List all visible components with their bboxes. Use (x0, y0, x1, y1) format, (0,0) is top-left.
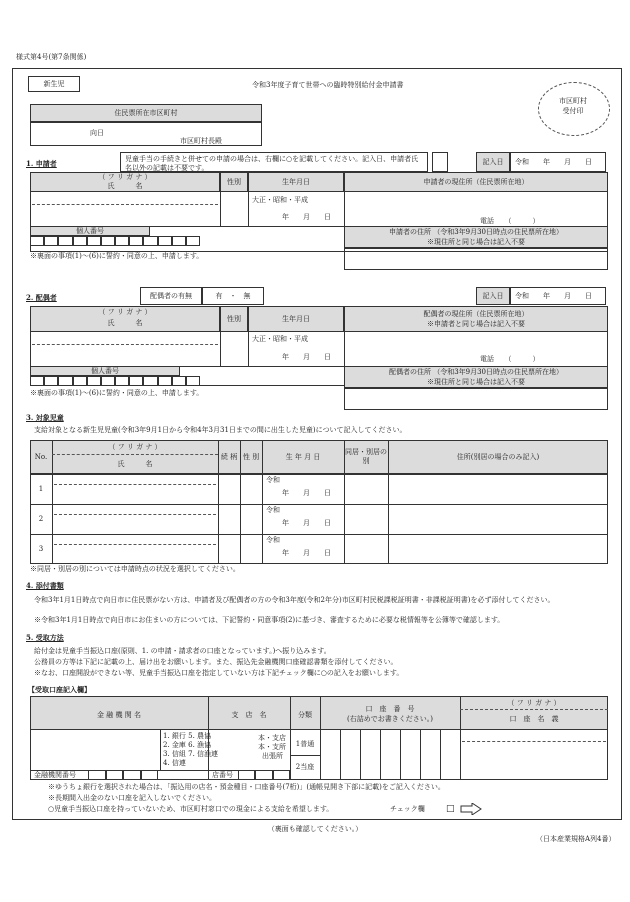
children-col-sex: 性 別 (242, 453, 260, 461)
bank-note-3: ○児童手当振込口座を持っていないため、市区町村窓口での現金による支給を希望します。 (48, 805, 334, 813)
receipt-text-1: 給付金は児童手当振込口座(原則、1. の申請・請求者の口座となっています。)へ振り込みます。 (34, 647, 331, 655)
children-note: ※同居・別居の別については申請時点の状況を選択してください。 (30, 565, 240, 573)
account-number-cells[interactable] (320, 730, 460, 780)
spouse-address-label: 配偶者の現住所（住民票所在地） (423, 310, 529, 318)
arrow-right-icon (460, 803, 482, 815)
form-number: 様式第4号(第7条関係) (16, 53, 87, 61)
applicant-address-header: 申請者の現住所（住民票所在地） (344, 172, 608, 192)
child-row-2-era: 令和 (266, 506, 280, 514)
bank-cat-current[interactable]: 2当座 (295, 763, 315, 771)
bank-col-account-no: 口 座 番 号 (365, 705, 415, 713)
branch-type-1[interactable]: 本・支店 (258, 734, 286, 742)
branch-type-3[interactable]: 出張所 (262, 752, 283, 760)
spouse-presence-options[interactable]: 有 ・ 無 (202, 287, 264, 305)
receipt-heading: 5. 受取方法 (26, 633, 64, 642)
spouse-birth-ymd: 年 月 日 (282, 353, 331, 361)
child-row-1-ymd: 年 月 日 (282, 489, 331, 497)
bank-col-institution: 金 融 機 関 名 (97, 711, 141, 719)
child-row-3-no: 3 (38, 545, 44, 553)
stamp-line-2: 受付印 (562, 107, 584, 115)
applicant-birth-ymd: 年 月 日 (282, 213, 331, 221)
branch-code-cells[interactable] (238, 770, 290, 780)
child-row-2-no: 2 (38, 515, 44, 523)
child-row-3-era: 令和 (266, 536, 280, 544)
stamp-line-1: 市区町村 (559, 97, 587, 105)
spouse-mynumber-label: 個人番号 (30, 366, 180, 376)
spouse-address2-label: 配偶者の住所 （令和3年9月30日時点の住民票所在地） (388, 368, 564, 376)
mayor-label: 市区町村長殿 (180, 137, 222, 145)
spouse-mynumber-cells[interactable] (30, 376, 200, 386)
applicant-mynumber-cells[interactable] (30, 236, 200, 246)
applicant-name-label: 氏 名 (107, 182, 143, 190)
account-holder-field[interactable] (460, 730, 608, 780)
children-col-cohabit: 同居・別居の別 (345, 448, 387, 465)
bank-code-label: 金融機関番号 (34, 771, 76, 779)
applicant-mynumber-label: 個人番号 (30, 226, 150, 236)
applicant-note: 児童手当の手続きと併せての申請の場合は、右欄に○を記載してください。記入日、申請者氏名以外の記載は不要です。 (120, 152, 428, 172)
bank-note-2: ※長期間入出金のない口座を記入しないでください。 (48, 794, 216, 802)
municipality-to: 向日 (90, 129, 104, 137)
newborn-tag: 新生児 (28, 76, 80, 92)
bank-col-holder: 口 座 名 義 (509, 715, 559, 723)
spouse-heading: 2. 配偶者 (26, 293, 57, 302)
bank-note-1: ※ゆうちょ銀行を選択された場合は、「振込用の店名・預金種目・口座番号(7桁)」(通帳見開き下部に記載)をご記入ください。 (48, 783, 445, 791)
applicant-address2-field[interactable] (344, 248, 608, 270)
spouse-date-field[interactable]: 令和 年 月 日 (510, 287, 606, 305)
applicant-address2-label: 申請者の住所 （令和3年9月30日時点の住民票所在地） (388, 228, 564, 236)
applicant-sex-header: 性別 (220, 172, 248, 192)
bank-type-2[interactable]: 2. 金庫 6. 漁協 (163, 741, 212, 749)
applicant-date-label: 記入日 (476, 152, 510, 172)
spouse-presence-label: 配偶者の有無 (140, 287, 202, 305)
children-col-address: 住所(別居の場合のみ記入) (456, 453, 540, 461)
children-col-name: 氏 名 (117, 460, 153, 468)
spouse-date-label: 記入日 (476, 287, 510, 305)
child-row-3-ymd: 年 月 日 (282, 549, 331, 557)
spouse-furigana-line (32, 344, 218, 345)
bank-cat-ordinary[interactable]: 1普通 (295, 740, 315, 748)
bank-col-category: 分類 (298, 711, 312, 719)
form-title: 令和3年度子育て世帯への臨時特別給付金申請書 (252, 81, 404, 89)
bank-caption: 【受取口座記入欄】 (28, 685, 91, 694)
municipality-header-label: 住民票所在市区町村 (114, 109, 178, 117)
receipt-text-2: 公務員の方等は下記に記載の上、届け出をお願いします。また、振込先金融機関口座確認書類を添付してください。 (34, 658, 398, 666)
spouse-name-label: 氏 名 (107, 319, 143, 327)
children-col-no: No. (34, 453, 48, 461)
footer-note: （裏面も確認してください。） (267, 825, 363, 833)
spouse-address-sub: ※申請者と同じ場合は記入不要 (427, 320, 525, 328)
applicant-date-field[interactable]: 令和 年 月 日 (510, 152, 606, 172)
attach-text-2: ※令和3年1月1日時点で向日市にお住まいの方については、下記誓約・同意事項(2)に基づき、審査するために必要な税情報等を公簿等で確認します。 (34, 616, 505, 624)
bank-type-1[interactable]: 1. 銀行 5. 農協 (163, 732, 212, 740)
children-intro: 支給対象となる新生児児童(令和3年9月1日から令和4年3月31日までの間に出生した児童)について記入してください。 (34, 426, 407, 434)
applicant-check-box[interactable] (432, 152, 448, 172)
spouse-phone[interactable]: 電話 （ ） (480, 355, 540, 363)
branch-type-2[interactable]: 本・支所 (258, 743, 286, 751)
children-col-birth: 生 年 月 日 (285, 453, 321, 461)
spouse-furigana-label: （ フ リ ガ ナ ） (98, 308, 152, 316)
municipality-field[interactable] (30, 122, 262, 146)
spouse-sex-header: 性別 (220, 306, 248, 332)
cash-check-box[interactable]: □ (446, 804, 455, 814)
bank-col-account-note: (右詰めでお書きください。) (347, 715, 433, 723)
check-label: チェック欄 (390, 805, 425, 813)
attach-text-1: 令和3年1月1日時点で向日市に住民票がない方は、申請者及び配偶者の方の令和3年度(令和2年分)市区町村民税課税証明書・非課税証明書)を必ず添付してください。 (34, 596, 555, 604)
spouse-birth-header: 生年月日 (248, 306, 344, 332)
children-col-relation: 続 柄 (220, 453, 238, 461)
applicant-address2-sub: ※現住所と同じ場合は記入不要 (427, 238, 525, 246)
bank-type-3[interactable]: 3. 信組 7. 信漁連 (163, 750, 219, 758)
applicant-era-options[interactable]: 大正・昭和・平成 (252, 196, 308, 204)
bank-code-cells[interactable] (88, 770, 158, 780)
attach-heading: 4. 添付書類 (26, 581, 64, 590)
applicant-furigana-line (32, 204, 218, 205)
child-row-2-ymd: 年 月 日 (282, 519, 331, 527)
spouse-consent: ※裏面の事項(1)～(6)に誓約・同意の上、申請します。 (30, 389, 204, 397)
bank-col-branch: 支 店 名 (231, 711, 267, 719)
spouse-address2-sub: ※現住所と同じ場合は記入不要 (427, 378, 525, 386)
bank-col-furigana: （ フ リ ガ ナ ） (507, 699, 561, 707)
bank-type-4[interactable]: 4. 信連 (163, 759, 186, 767)
applicant-consent: ※裏面の事項(1)～(6)に誓約・同意の上、申請します。 (30, 252, 204, 260)
children-heading: 3. 対象児童 (26, 413, 64, 422)
applicant-heading: 1. 申請者 (26, 159, 57, 168)
applicant-phone[interactable]: 電話 （ ） (480, 217, 540, 225)
standard-note: （日本産業規格A列4番） (536, 835, 616, 843)
applicant-birth-header: 生年月日 (248, 172, 344, 192)
branch-code-label: 店番号 (212, 771, 233, 779)
children-col-furigana: （ フ リ ガ ナ ） (108, 443, 162, 451)
receipt-text-3: ※なお、口座開設ができない等、児童手当振込口座を指定していない方は下記チェック欄に○の記入をお願いします。 (34, 669, 404, 677)
spouse-address2-field[interactable] (344, 388, 608, 410)
applicant-furigana-label: （ フ リ ガ ナ ） (98, 173, 152, 181)
spouse-era-options[interactable]: 大正・昭和・平成 (252, 335, 308, 343)
child-row-1-era: 令和 (266, 476, 280, 484)
child-row-1-no: 1 (38, 485, 44, 493)
